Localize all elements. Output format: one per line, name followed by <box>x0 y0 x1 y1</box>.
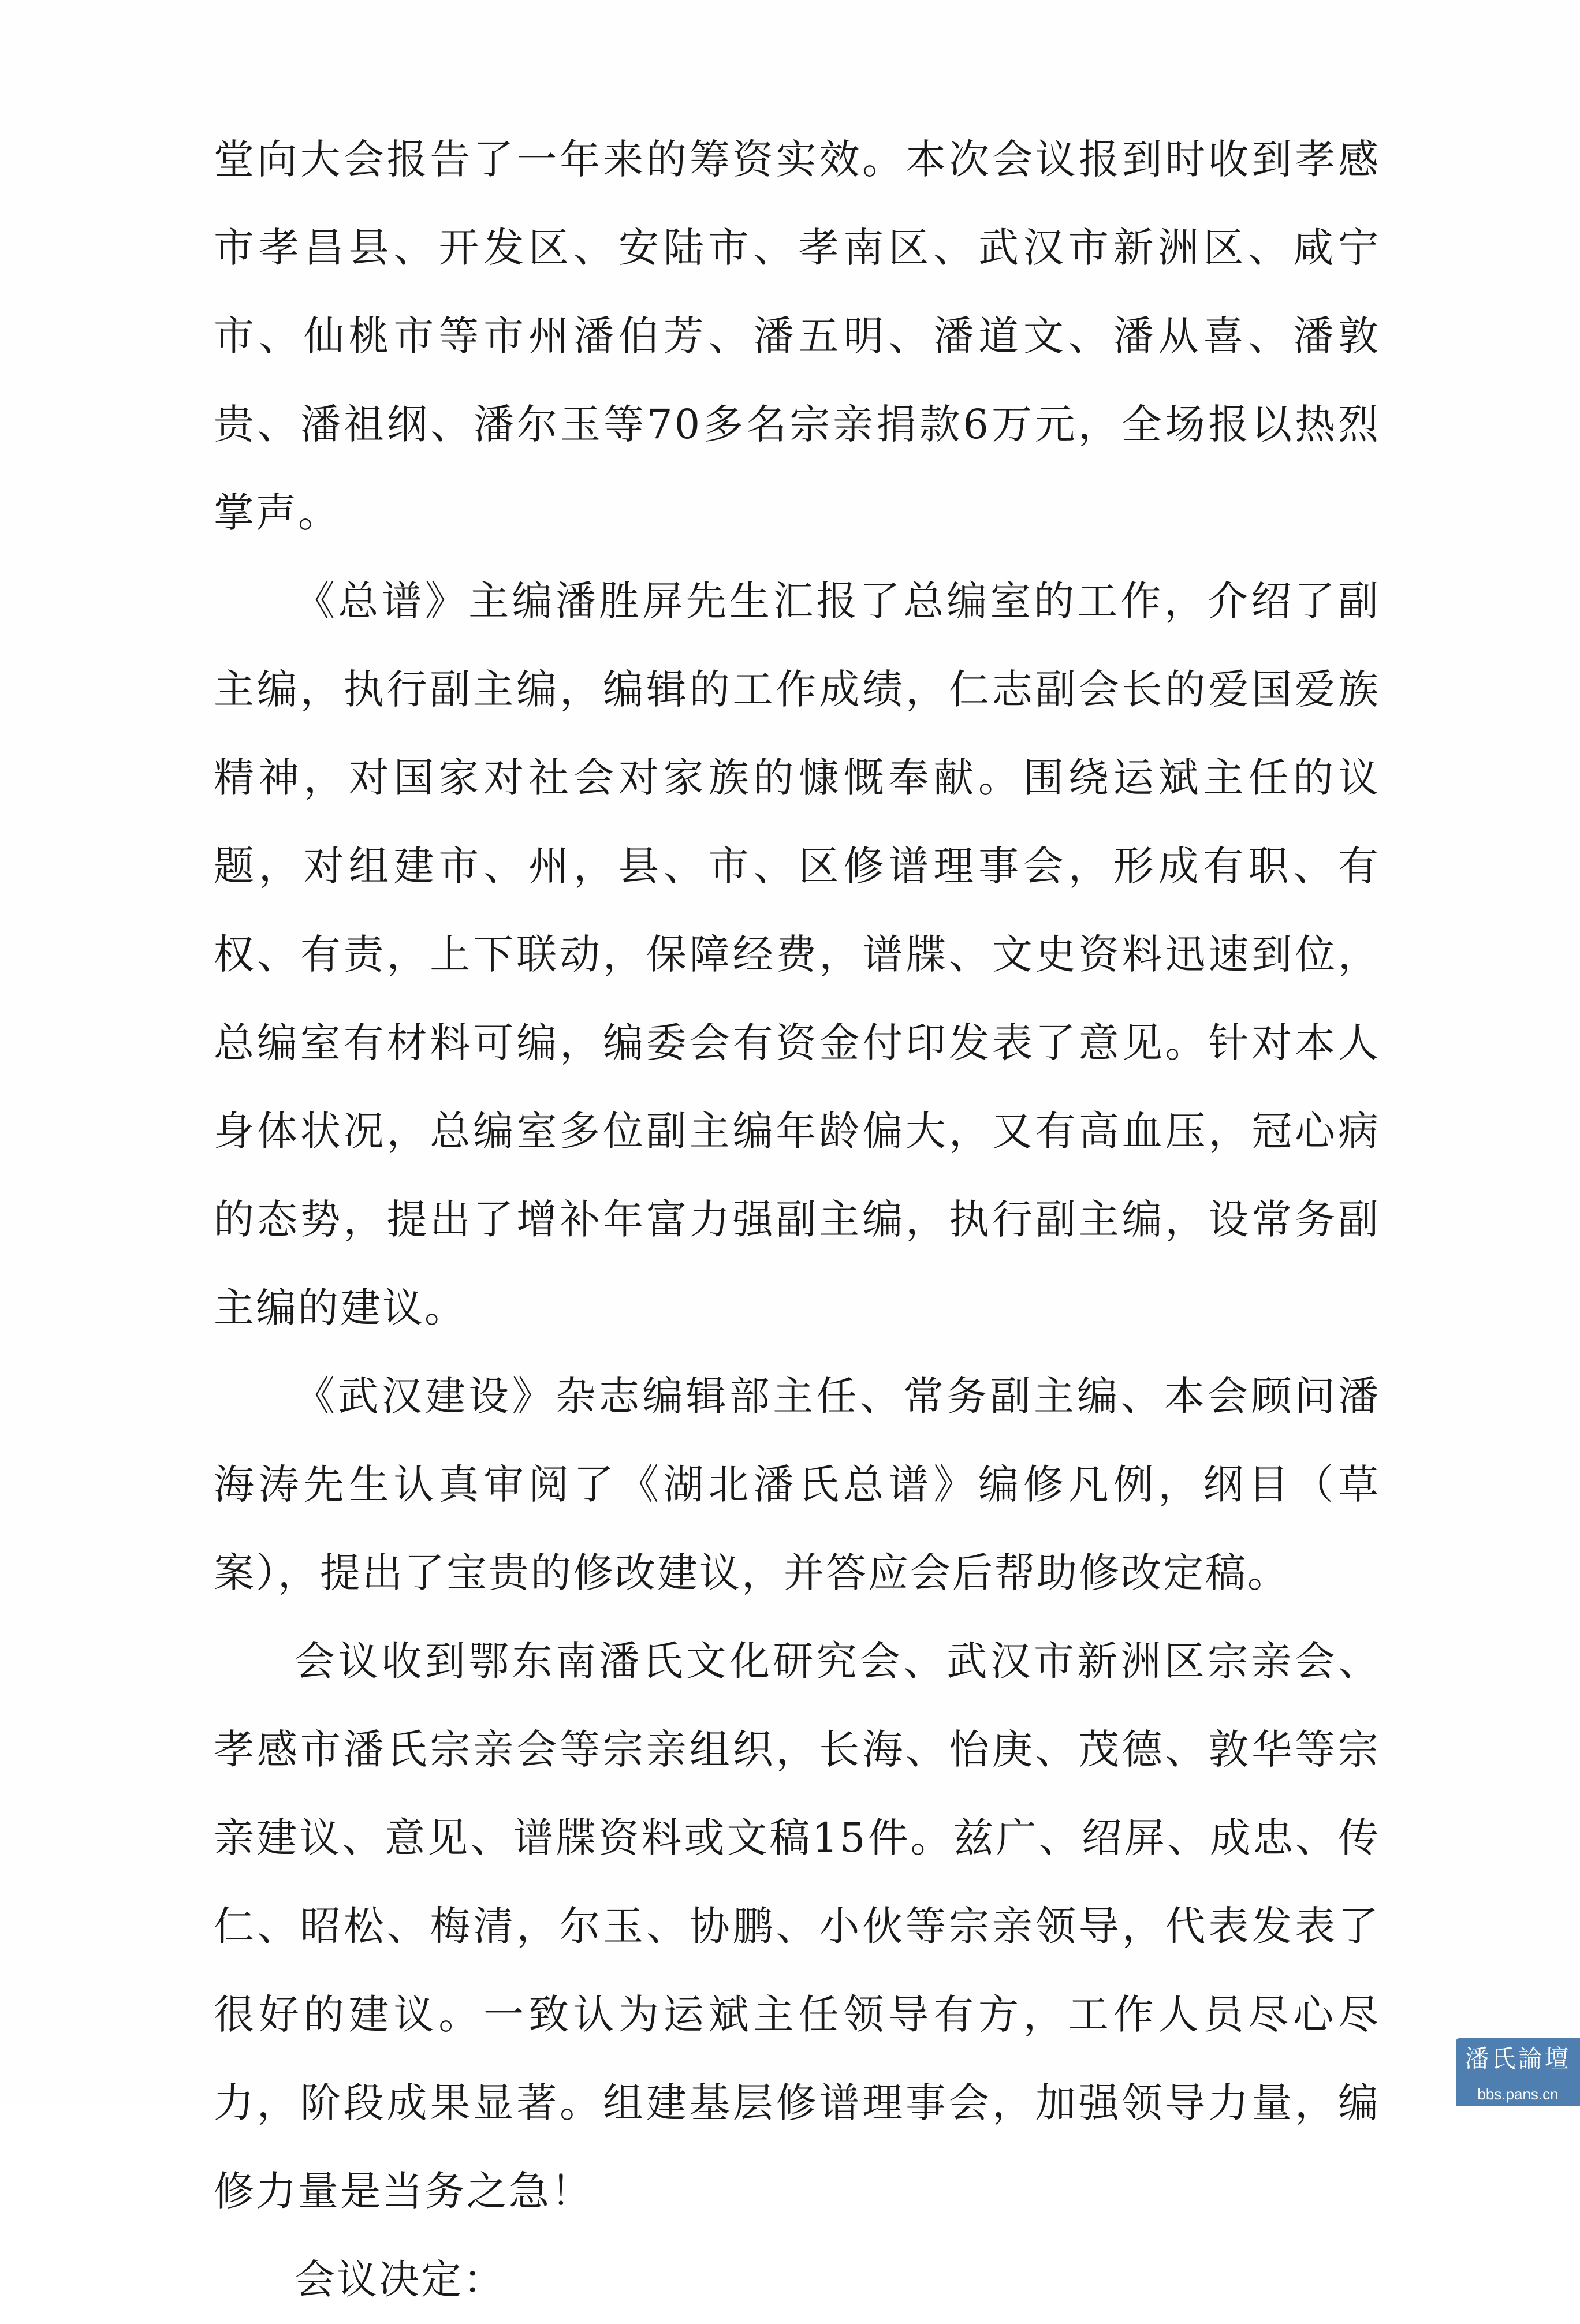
paragraph-submissions-received: 会议收到鄂东南潘氏文化研究会、武汉市新洲区宗亲会、孝感市潘氏宗亲会等宗亲组织，长海、怡庚、茂德、敦华等宗亲建议、意见、谱牒资料或文稿15件。兹广、绍屏、成忠、传仁、昭松、梅清，尔玉、协鹏、小伙等宗亲领导，代表发表了很好的建议。一致认为运斌主任领导有方，工作人员尽心尽力，阶段成果显著。组建基层修谱理事会，加强领导力量，编修力量是当务之急！ <box>214 1637 1380 2215</box>
paragraph-chief-editor-report: 《总谱》主编潘胜屏先生汇报了总编室的工作，介绍了副主编，执行副主编，编辑的工作成绩，仁志副会长的爱国爱族精神，对国家对社会对家族的慷慨奉献。围绕运斌主任的议题，对组建市、州，县、市、区修谱理事会，形成有职、有权、有责，上下联动，保障经费，谱牒、文史资料迅速到位，总编室有材料可编，编委会有资金付印发表了意见。针对本人身体状况，总编室多位副主编年龄偏大，又有高血压，冠心病的态势，提出了增补年富力强副主编，执行副主编，设常务副主编的建议。 <box>214 577 1380 1331</box>
paragraph-meeting-decision: 会议决定： <box>295 2256 505 2303</box>
document-body <box>214 115 1380 2324</box>
watermark-title: 潘氏論壇 <box>1465 2045 1571 2073</box>
watermark-url: bbs.pans.cn <box>1477 2086 1559 2103</box>
paragraph-review-suggestions: 《武汉建设》杂志编辑部主任、常务副主编、本会顾问潘海涛先生认真审阅了《湖北潘氏总谱》编修凡例，纲目（草案），提出了宝贵的修改建议，并答应会后帮助修改定稿。 <box>214 1372 1380 1596</box>
paragraph-fundraising: 堂向大会报告了一年来的筹资实效。本次会议报到时收到孝感市孝昌县、开发区、安陆市、孝南区、武汉市新洲区、咸宁市、仙桃市等市州潘伯芳、潘五明、潘道文、潘从喜、潘敦贵、潘祖纲、潘尔玉等70多名宗亲捐款6万元，全场报以热烈掌声。 <box>214 136 1380 536</box>
forum-watermark <box>1456 2038 1580 2106</box>
